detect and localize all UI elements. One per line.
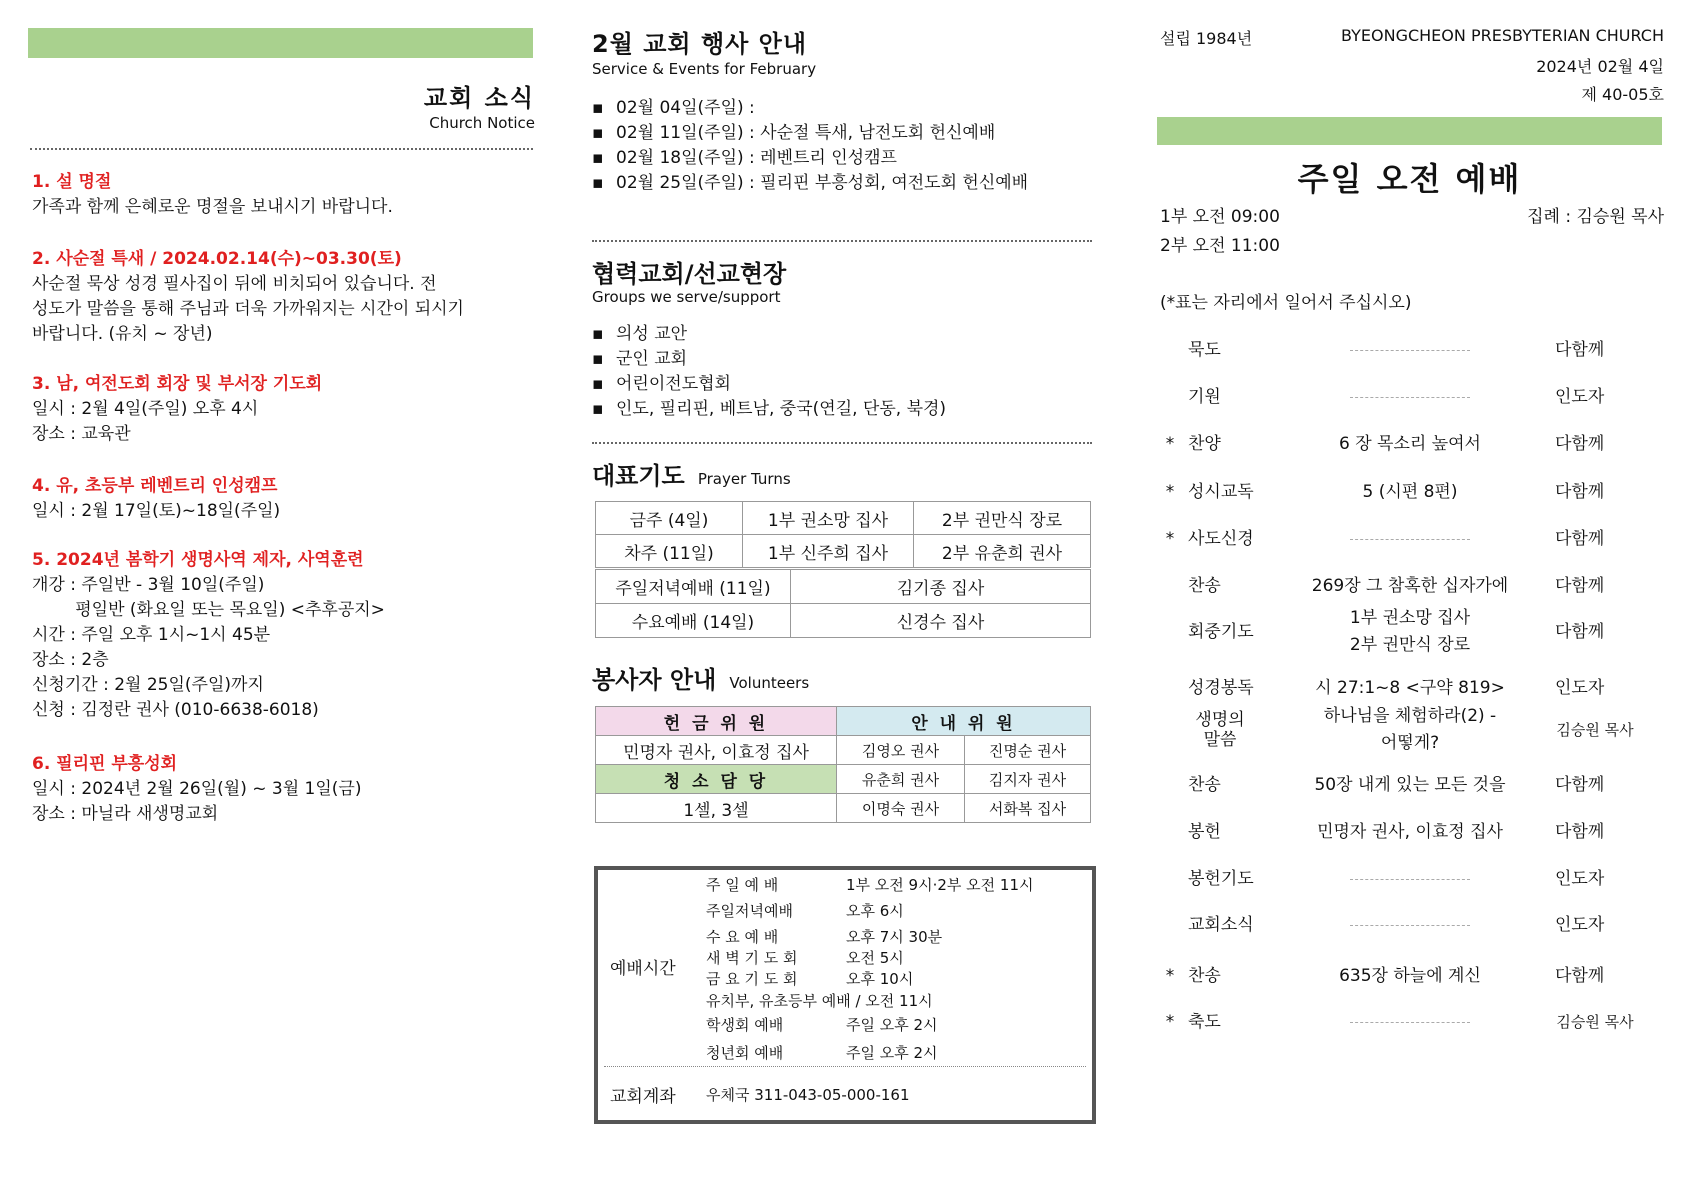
- order-item-name: [1170, 710, 1270, 750]
- notice-line: 장소 : 마닐라 새생명교회: [32, 804, 219, 824]
- order-item-detail: 6 장 목소리 높여서: [1339, 434, 1481, 454]
- notice-line: 장소 : 2층: [32, 650, 109, 670]
- list-item: ▪ 02월 04일(주일) :: [592, 96, 1028, 121]
- service-time: 오전 5시: [846, 949, 904, 967]
- service-name: 주일저녁예배: [706, 902, 793, 920]
- order-item-name-line: 말씀: [1203, 730, 1237, 750]
- order-item-name: 찬양: [1188, 434, 1221, 454]
- order-item-performer: 다함께: [1555, 775, 1605, 795]
- order-item-performer: 다함께: [1555, 482, 1605, 502]
- order-item-name: 찬송: [1188, 576, 1221, 596]
- order-item-performer: 다함께: [1555, 529, 1605, 549]
- prayer-table: [595, 501, 1091, 568]
- notice-title: 4. 유, 초등부 레벤트리 인성캠프: [32, 476, 278, 496]
- top-green-bar-left: [28, 28, 533, 58]
- notice-line: 바랍니다. (유치 ~ 장년): [32, 324, 213, 344]
- service-time: 주일 오후 2시: [846, 1016, 938, 1034]
- usher-name: 진명순 권사: [965, 736, 1091, 765]
- order-row: [1160, 377, 1660, 417]
- notice-line: 장소 : 교육관: [32, 424, 131, 444]
- order-item-name: 사도신경: [1188, 529, 1254, 549]
- account-label: 교회계좌: [610, 1087, 676, 1107]
- notice-line: 평일반 (화요일 또는 목요일) <추후공지>: [32, 600, 385, 620]
- service-name: 새 벽 기 도 회: [706, 949, 798, 967]
- usher-name: 서화복 집사: [965, 794, 1091, 823]
- order-item-performer: 다함께: [1555, 622, 1605, 642]
- events-title: 2월 교회 행사 안내: [592, 30, 808, 58]
- order-item-performer: 다함께: [1555, 966, 1605, 986]
- account-number: 우체국 311-043-05-000-161: [706, 1086, 910, 1104]
- service-name: 청년회 예배: [706, 1044, 784, 1062]
- groups-list: [592, 322, 946, 422]
- service-name: 주 일 예 배: [706, 876, 779, 894]
- order-item-detail: 민명자 권사, 이효정 집사: [1317, 822, 1503, 842]
- order-item-detail: 시 27:1~8 <구약 819>: [1315, 678, 1505, 698]
- order-row: [1160, 956, 1660, 996]
- service-time: 오후 10시: [846, 970, 914, 988]
- notice-line: 성도가 말씀을 통해 주님과 더욱 가까워지는 시간이 되시기: [32, 299, 464, 319]
- service-time-1: 1부 오전 09:00: [1160, 207, 1280, 227]
- order-row: [1160, 519, 1660, 559]
- blank-line: [1350, 879, 1470, 880]
- order-item-detail: [1290, 703, 1530, 757]
- notice-line: 신청기간 : 2월 25일(주일)까지: [32, 675, 264, 695]
- church-name: BYEONGCHEON PRESBYTERIAN CHURCH: [1341, 26, 1664, 45]
- prayer-cell: 금주 (4일): [596, 502, 743, 535]
- notice-item: [32, 170, 532, 220]
- notice-line: 일시 : 2월 17일(토)~18일(주일): [32, 501, 281, 521]
- order-item-name: 봉헌기도: [1188, 869, 1254, 889]
- service-time: 오후 6시: [846, 902, 904, 920]
- order-item-name-line: 생명의: [1195, 710, 1245, 730]
- order-row: [1160, 859, 1660, 899]
- events-list: [592, 96, 1028, 196]
- notice-line: 사순절 묵상 성경 필사집이 뒤에 비치되어 있습니다. 전: [32, 274, 437, 294]
- order-row: [1160, 424, 1660, 464]
- order-row: [1160, 706, 1660, 753]
- volunteers-title-text: 봉사자 안내: [592, 666, 717, 694]
- blank-line: [1350, 350, 1470, 351]
- standing-note: (*표는 자리에서 일어서 주십시오): [1160, 293, 1412, 313]
- prayer-title: [592, 456, 791, 491]
- blank-line: [1350, 1022, 1470, 1023]
- prayer-cell: 2부 권만식 장로: [914, 502, 1091, 535]
- notice-title: 6. 필리핀 부흥성회: [32, 754, 178, 774]
- notice-line: 일시 : 2월 4일(주일) 오후 4시: [32, 399, 259, 419]
- service-divider: [604, 1066, 1086, 1067]
- notice-line: 개강 : 주일반 - 3월 10일(주일): [32, 575, 265, 595]
- standing-marker: *: [1165, 482, 1175, 502]
- groups-subtitle: Groups we serve/support: [592, 288, 781, 306]
- order-item-performer: 다함께: [1555, 822, 1605, 842]
- prayer-table-evening: [595, 569, 1091, 638]
- groups-title: 협력교회/선교현장: [592, 260, 787, 288]
- notice-item: [32, 247, 532, 347]
- church-notice-title: 교회 소식: [423, 84, 535, 112]
- order-item-detail: 269장 그 참혹한 십자가에: [1311, 576, 1509, 596]
- standing-marker: *: [1165, 529, 1175, 549]
- service-times-label: 예배시간: [610, 959, 676, 979]
- order-item-performer: 김승원 목사: [1556, 721, 1634, 739]
- usher-header: 안 내 위 원: [837, 707, 1091, 736]
- order-row: [1160, 472, 1660, 512]
- order-item-name: 축도: [1188, 1012, 1221, 1032]
- service-name: 금 요 기 도 회: [706, 970, 798, 988]
- order-row: [1160, 1002, 1660, 1042]
- order-item-performer: 다함께: [1555, 434, 1605, 454]
- notice-item: [32, 752, 532, 827]
- usher-name: 유춘희 권사: [837, 765, 965, 794]
- order-item-name: 교회소식: [1188, 915, 1254, 935]
- cleaning-names: 1셀, 3셀: [596, 794, 837, 823]
- prayer-cell: 김기종 집사: [791, 570, 1091, 604]
- order-row: [1160, 812, 1660, 852]
- prayer-cell: 차주 (11일): [596, 535, 743, 568]
- order-item-detail-line: 어떻게?: [1380, 733, 1440, 753]
- notice-title: 3. 남, 여전도회 회장 및 부서장 기도회: [32, 374, 323, 394]
- order-item-performer: 인도자: [1555, 915, 1605, 935]
- order-item-name: 찬송: [1188, 966, 1221, 986]
- founded: 설립 1984년: [1160, 29, 1253, 48]
- order-row: [1160, 566, 1660, 606]
- order-item-performer: 다함께: [1555, 576, 1605, 596]
- list-item: ▪ 인도, 필리핀, 베트남, 중국(연길, 단동, 북경): [592, 397, 946, 422]
- order-item-detail: [1290, 605, 1530, 659]
- order-row: [1160, 330, 1660, 370]
- list-item: ▪ 의성 교안: [592, 322, 946, 347]
- order-item-name: 묵도: [1188, 340, 1221, 360]
- order-row: [1160, 765, 1660, 805]
- order-item-detail: 635장 하늘에 계신: [1339, 966, 1481, 986]
- divider: [30, 148, 533, 150]
- list-item: ▪ 어린이전도협회: [592, 372, 946, 397]
- service-name: 학생회 예배: [706, 1016, 784, 1034]
- blank-line: [1350, 397, 1470, 398]
- notice-line: 일시 : 2024년 2월 26일(월) ~ 3월 1일(금): [32, 779, 362, 799]
- offering-header: 헌 금 위 원: [596, 707, 837, 736]
- prayer-subtitle: Prayer Turns: [697, 470, 791, 488]
- volunteers-table: [595, 706, 1091, 823]
- notice-title: 2. 사순절 특새 / 2024.02.14(수)~03.30(토): [32, 249, 402, 269]
- top-green-bar-right: [1157, 117, 1662, 145]
- service-name: 유치부, 유초등부 예배 / 오전 11시: [706, 992, 933, 1010]
- divider: [592, 240, 1092, 242]
- blank-line: [1350, 925, 1470, 926]
- list-item: ▪ 02월 11일(주일) : 사순절 특새, 남전도회 헌신예배: [592, 121, 1028, 146]
- order-row: [1160, 608, 1660, 655]
- order-row: [1160, 905, 1660, 945]
- service-title: 주일 오전 예배: [1297, 160, 1522, 198]
- volunteers-title: [592, 660, 809, 695]
- usher-name: 김영오 권사: [837, 736, 965, 765]
- list-item: ▪ 02월 25일(주일) : 필리핀 부흥성회, 여전도회 헌신예배: [592, 171, 1028, 196]
- prayer-cell: 수요예배 (14일): [596, 604, 791, 638]
- notice-title: 1. 설 명절: [32, 172, 112, 192]
- order-item-performer: 인도자: [1555, 869, 1605, 889]
- order-item-performer: 인도자: [1555, 387, 1605, 407]
- offering-names: 민명자 권사, 이효정 집사: [596, 736, 837, 765]
- notice-line: 시간 : 주일 오후 1시~1시 45분: [32, 625, 271, 645]
- order-item-performer: 다함께: [1555, 340, 1605, 360]
- usher-name: 이명숙 권사: [837, 794, 965, 823]
- notice-item: [32, 474, 532, 524]
- notice-line: 가족과 함께 은혜로운 명절을 보내시기 바랍니다.: [32, 197, 393, 217]
- order-item-performer: 인도자: [1555, 678, 1605, 698]
- order-item-detail-line: 1부 권소망 집사: [1349, 608, 1471, 628]
- notice-item: [32, 548, 532, 723]
- notice-title: 5. 2024년 봄학기 생명사역 제자, 사역훈련: [32, 550, 364, 570]
- prayer-title-text: 대표기도: [592, 462, 685, 490]
- volunteers-subtitle: Volunteers: [729, 674, 810, 692]
- order-item-performer: 김승원 목사: [1556, 1013, 1634, 1031]
- service-name: 수 요 예 배: [706, 928, 779, 946]
- service-time: 1부 오전 9시·2부 오전 11시: [846, 876, 1034, 894]
- standing-marker: *: [1165, 434, 1175, 454]
- order-item-detail-line: 하나님을 체험하라(2) -: [1323, 706, 1497, 726]
- events-subtitle: Service & Events for February: [592, 60, 817, 78]
- list-item: ▪ 02월 18일(주일) : 레벤트리 인성캠프: [592, 146, 1028, 171]
- prayer-cell: 1부 신주희 집사: [743, 535, 914, 568]
- service-time-2: 2부 오전 11:00: [1160, 236, 1280, 256]
- service-time: 오후 7시 30분: [846, 928, 943, 946]
- order-item-name: 봉헌: [1188, 822, 1221, 842]
- order-item-detail: 5 (시편 8편): [1362, 482, 1458, 502]
- order-item-name: 찬송: [1188, 775, 1221, 795]
- order-item-name: 성경봉독: [1188, 678, 1254, 698]
- service-leader: 집례 : 김승원 목사: [1527, 207, 1664, 227]
- prayer-cell: 1부 권소망 집사: [743, 502, 914, 535]
- order-item-detail: 50장 내게 있는 모든 것을: [1314, 775, 1506, 795]
- notice-item: [32, 372, 532, 447]
- order-item-name: 회중기도: [1188, 622, 1254, 642]
- standing-marker: *: [1165, 966, 1175, 986]
- notice-line: 신청 : 김정란 권사 (010-6638-6018): [32, 700, 319, 720]
- order-row: [1160, 668, 1660, 708]
- bulletin-date: 2024년 02월 4일: [1536, 57, 1664, 76]
- order-item-name: 기원: [1188, 387, 1221, 407]
- order-item-name: 성시교독: [1188, 482, 1254, 502]
- blank-line: [1350, 539, 1470, 540]
- prayer-cell: 신경수 집사: [791, 604, 1091, 638]
- divider: [592, 442, 1092, 444]
- prayer-cell: 주일저녁예배 (11일): [596, 570, 791, 604]
- cleaning-header: 청 소 담 당: [596, 765, 837, 794]
- order-item-detail-line: 2부 권만식 장로: [1349, 635, 1471, 655]
- service-times-box: [594, 866, 1096, 1124]
- list-item: ▪ 군인 교회: [592, 347, 946, 372]
- issue-number: 제 40-05호: [1581, 85, 1664, 104]
- standing-marker: *: [1165, 1012, 1175, 1032]
- church-notice-subtitle: Church Notice: [429, 114, 535, 132]
- usher-name: 김지자 권사: [965, 765, 1091, 794]
- prayer-cell: 2부 유춘희 권사: [914, 535, 1091, 568]
- service-time: 주일 오후 2시: [846, 1044, 938, 1062]
